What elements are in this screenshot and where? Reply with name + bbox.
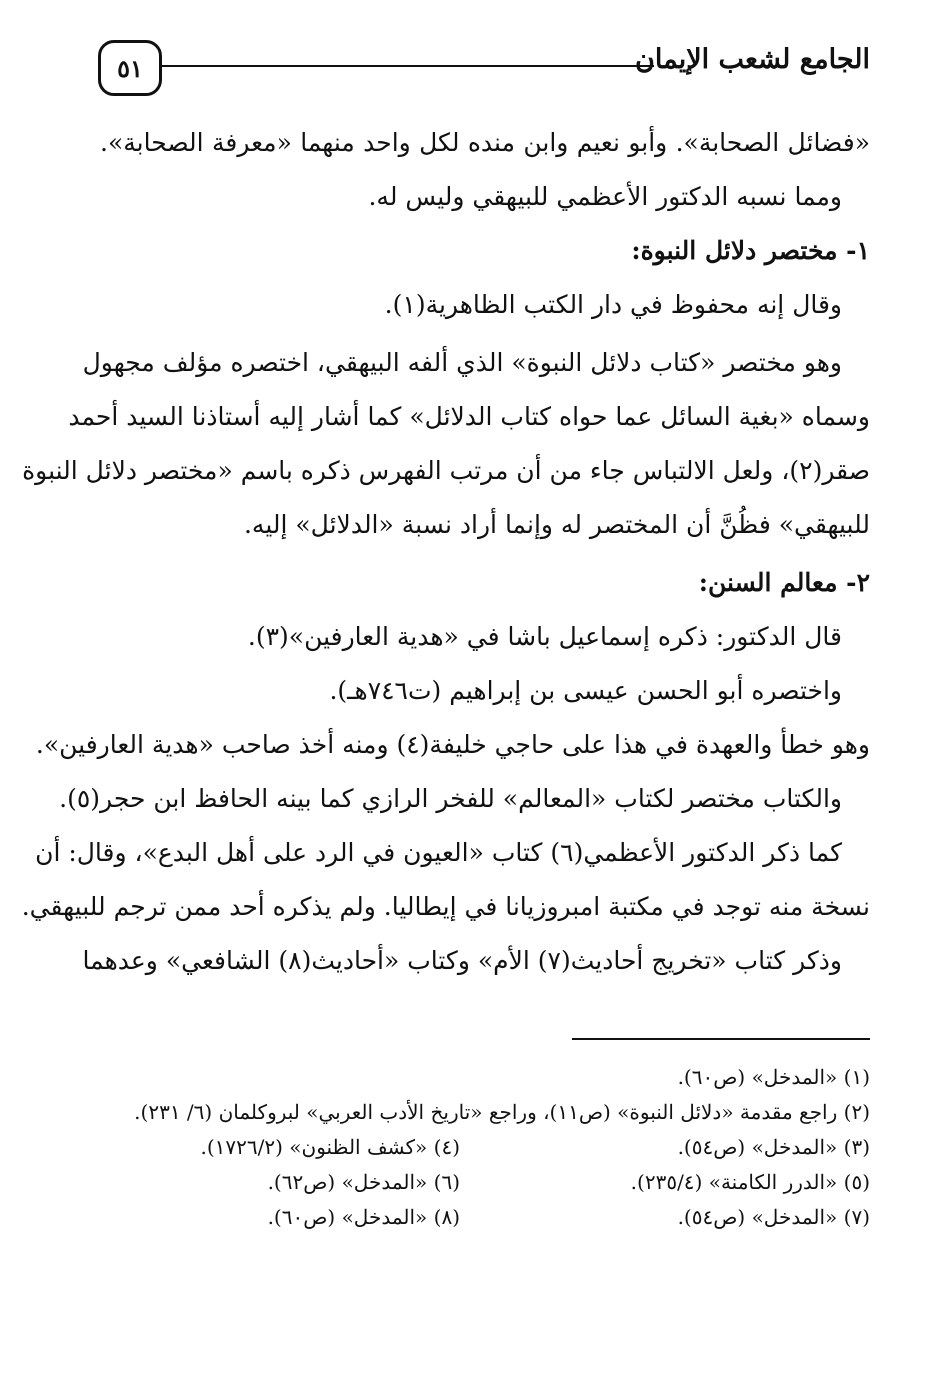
footnote-6: (٦) «المدخل» (ص٦٢). xyxy=(267,1170,460,1194)
footnote-row xyxy=(100,1165,870,1200)
footnote-1: (١) «المدخل» (ص٦٠). xyxy=(677,1065,870,1089)
footnote-row xyxy=(100,1200,870,1235)
footnote-4: (٤) «كشف الظنون» (١٧٢٦/٢). xyxy=(200,1135,460,1159)
body-line: قال الدكتور: ذكره إسماعيل باشا في «هدية العارفين»(٣). xyxy=(247,622,842,651)
body-line: «فضائل الصحابة». وأبو نعيم وابن منده لكل واحد منهما «معرفة الصحابة». xyxy=(100,128,870,157)
footnote-2: (٢) راجع مقدمة «دلائل النبوة» (ص١١)، وراجع «تاريخ الأدب العربي» لبروكلمان (٦/ ٢٣١). xyxy=(134,1100,870,1124)
footnotes xyxy=(100,1060,870,1235)
running-title: الجامع لشعب الإيمان xyxy=(635,44,870,75)
page-number-box xyxy=(98,40,162,96)
body-line: وذكر كتاب «تخريج أحاديث(٧) الأم» وكتاب «أحاديث(٨) الشافعي» وعدهما xyxy=(82,946,842,975)
header-rule xyxy=(162,65,654,67)
body-line: صقر(٢)، ولعل الالتباس جاء من أن مرتب الفهرس ذكره باسم «مختصر دلائل النبوة xyxy=(22,456,870,485)
section-heading: ٢- معالم السنن: xyxy=(698,568,870,597)
page-number: ٥١ xyxy=(117,53,143,83)
body-line: ومما نسبه الدكتور الأعظمي للبيهقي وليس له. xyxy=(368,182,842,211)
body-line: واختصره أبو الحسن عيسى بن إبراهيم (ت٧٤٦هـ). xyxy=(329,676,842,705)
footnote-3: (٣) «المدخل» (ص٥٤). xyxy=(677,1135,870,1159)
footnote-5: (٥) «الدرر الكامنة» (٢٣٥/٤). xyxy=(630,1170,870,1194)
body-line: وسماه «بغية السائل عما حواه كتاب الدلائل» كما أشار إليه أستاذنا السيد أحمد xyxy=(68,402,870,431)
footnote-row xyxy=(100,1130,870,1165)
footnote-8: (٨) «المدخل» (ص٦٠). xyxy=(267,1205,460,1229)
section-heading: ١- مختصر دلائل النبوة: xyxy=(631,236,870,265)
body-line: للبيهقي» فظُنَّ أن المختصر له وإنما أراد نسبة «الدلائل» إليه. xyxy=(243,510,870,539)
body-line: وهو خطأ والعهدة في هذا على حاجي خليفة(٤) ومنه أخذ صاحب «هدية العارفين». xyxy=(35,730,870,759)
body-line: نسخة منه توجد في مكتبة امبروزيانا في إيطاليا. ولم يذكره أحد ممن ترجم للبيهقي. xyxy=(21,892,870,921)
footnote-separator xyxy=(572,1038,870,1040)
footnote-7: (٧) «المدخل» (ص٥٤). xyxy=(677,1205,870,1229)
body-line: والكتاب مختصر لكتاب «المعالم» للفخر الرازي كما بينه الحافظ ابن حجر(٥). xyxy=(59,784,842,813)
body-text xyxy=(21,116,870,988)
body-line: وقال إنه محفوظ في دار الكتب الظاهرية(١). xyxy=(384,290,842,319)
page-header xyxy=(98,40,870,106)
body-line: كما ذكر الدكتور الأعظمي(٦) كتاب «العيون في الرد على أهل البدع»، وقال: أن xyxy=(35,838,842,867)
body-line: وهو مختصر «كتاب دلائل النبوة» الذي ألفه البيهقي، اختصره مؤلف مجهول xyxy=(82,348,842,377)
